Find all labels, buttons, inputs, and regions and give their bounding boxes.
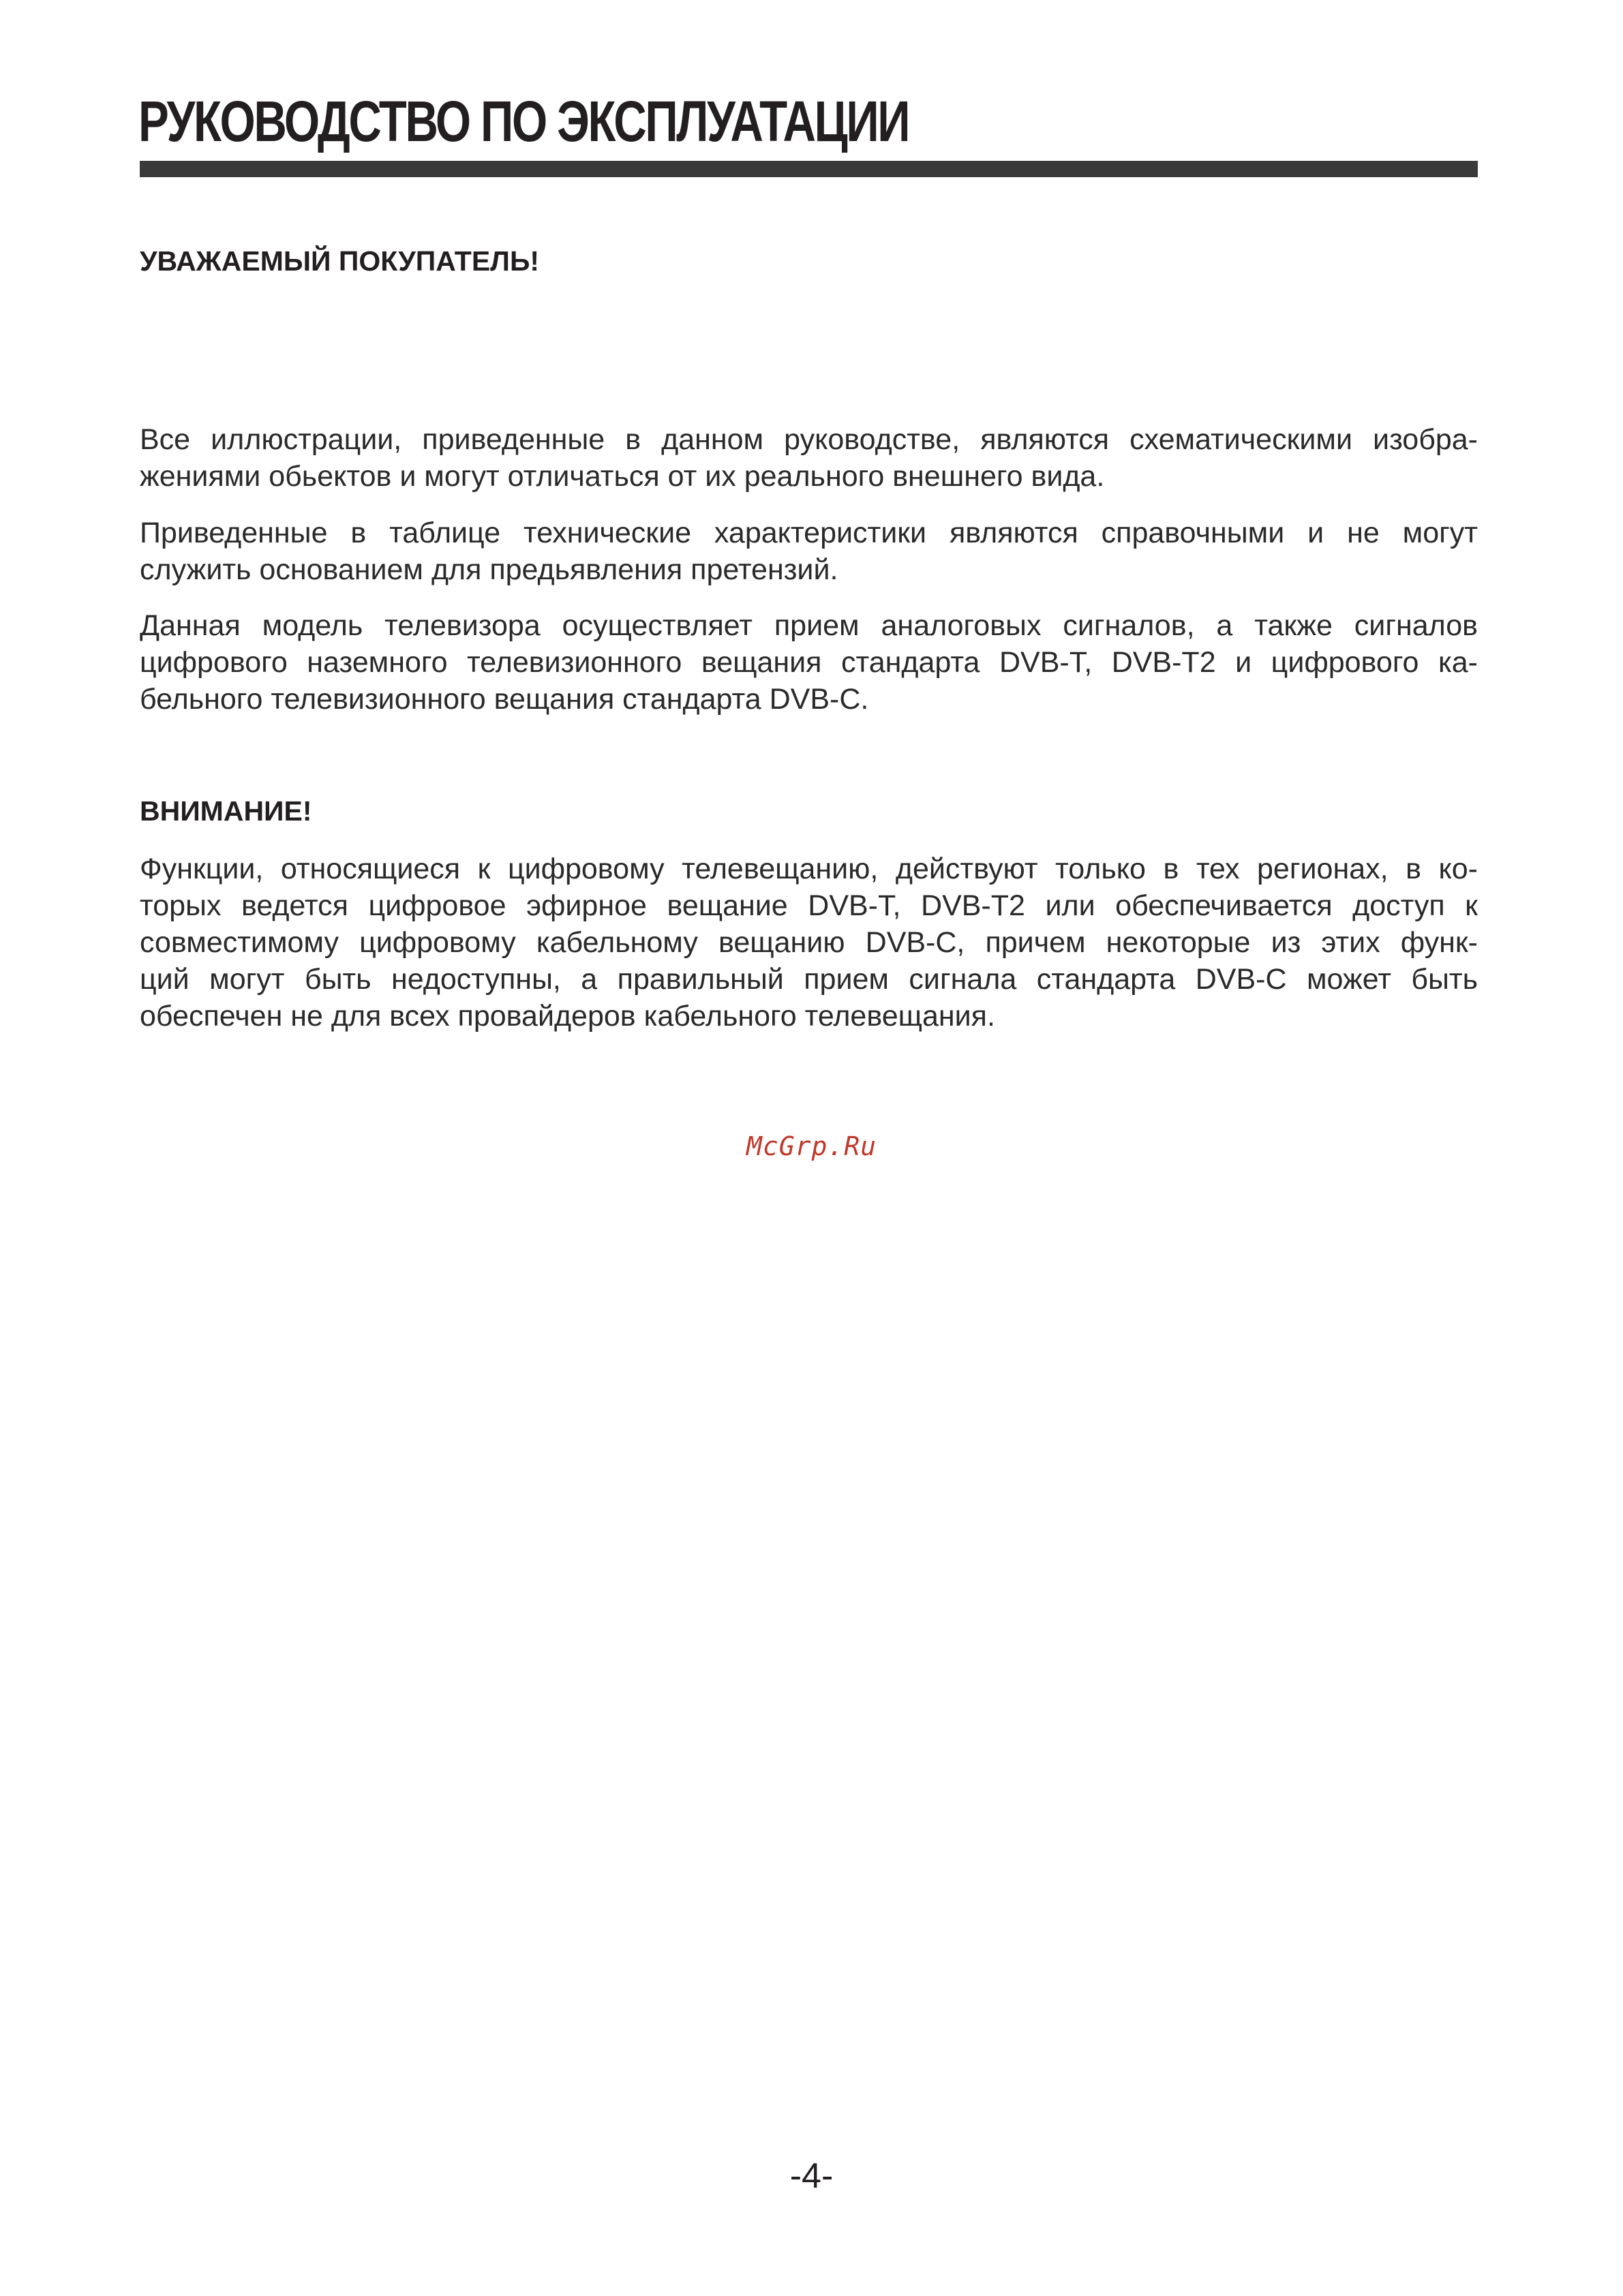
greeting-heading: УВАЖАЕМЫЙ ПОКУПАТЕЛЬ!	[140, 245, 540, 277]
paragraph-line: ций могут быть недоступны, а правильный прием сигнала стандарта DVB-C может быть	[140, 963, 1478, 996]
paragraph-specifications	[140, 515, 1478, 588]
watermark-link[interactable]: McGrp.Ru	[746, 1131, 877, 1161]
paragraph-line: совместимому цифровому кабельному вещанию DVB-C, причем некоторые из этих функ-	[140, 926, 1478, 959]
paragraph-digital-functions	[140, 851, 1478, 1035]
attention-heading: ВНИМАНИЕ!	[140, 795, 312, 827]
page-title: РУКОВОДСТВО ПО ЭКСПЛУАТАЦИИ	[138, 89, 909, 153]
page-number: -4-	[789, 2156, 834, 2196]
paragraph-illustrations	[140, 421, 1478, 495]
paragraph-line: торых ведется цифровое эфирное вещание DVB-T, DVB-T2 или обеспечивается доступ к	[140, 889, 1478, 922]
paragraph-line: жениями обьектов и могут отличаться от их реального внешнего вида.	[140, 460, 1105, 493]
paragraph-line: бельного телевизионного вещания стандарта DVB-C.	[140, 683, 869, 716]
paragraph-line: служить основанием для предьявления претензий.	[140, 553, 838, 586]
paragraph-line: Все иллюстрации, приведенные в данном руководстве, являются схематическими изобра-	[140, 423, 1478, 456]
paragraph-line: Данная модель телевизора осуществляет прием аналоговых сигналов, а также сигналов	[140, 609, 1478, 642]
title-underline-rule	[140, 161, 1478, 177]
paragraph-signals	[140, 607, 1478, 718]
paragraph-line: Приведенные в таблице технические характеристики являются справочными и не могут	[140, 517, 1478, 549]
paragraph-line: цифрового наземного телевизионного вещания стандарта DVB-T, DVB-T2 и цифрового ка-	[140, 646, 1478, 679]
paragraph-line: Функции, относящиеся к цифровому телевещанию, действуют только в тех регионах, в ко-	[140, 853, 1478, 885]
paragraph-line: обеспечен не для всех провайдеров кабельного телевещания.	[140, 1000, 995, 1032]
